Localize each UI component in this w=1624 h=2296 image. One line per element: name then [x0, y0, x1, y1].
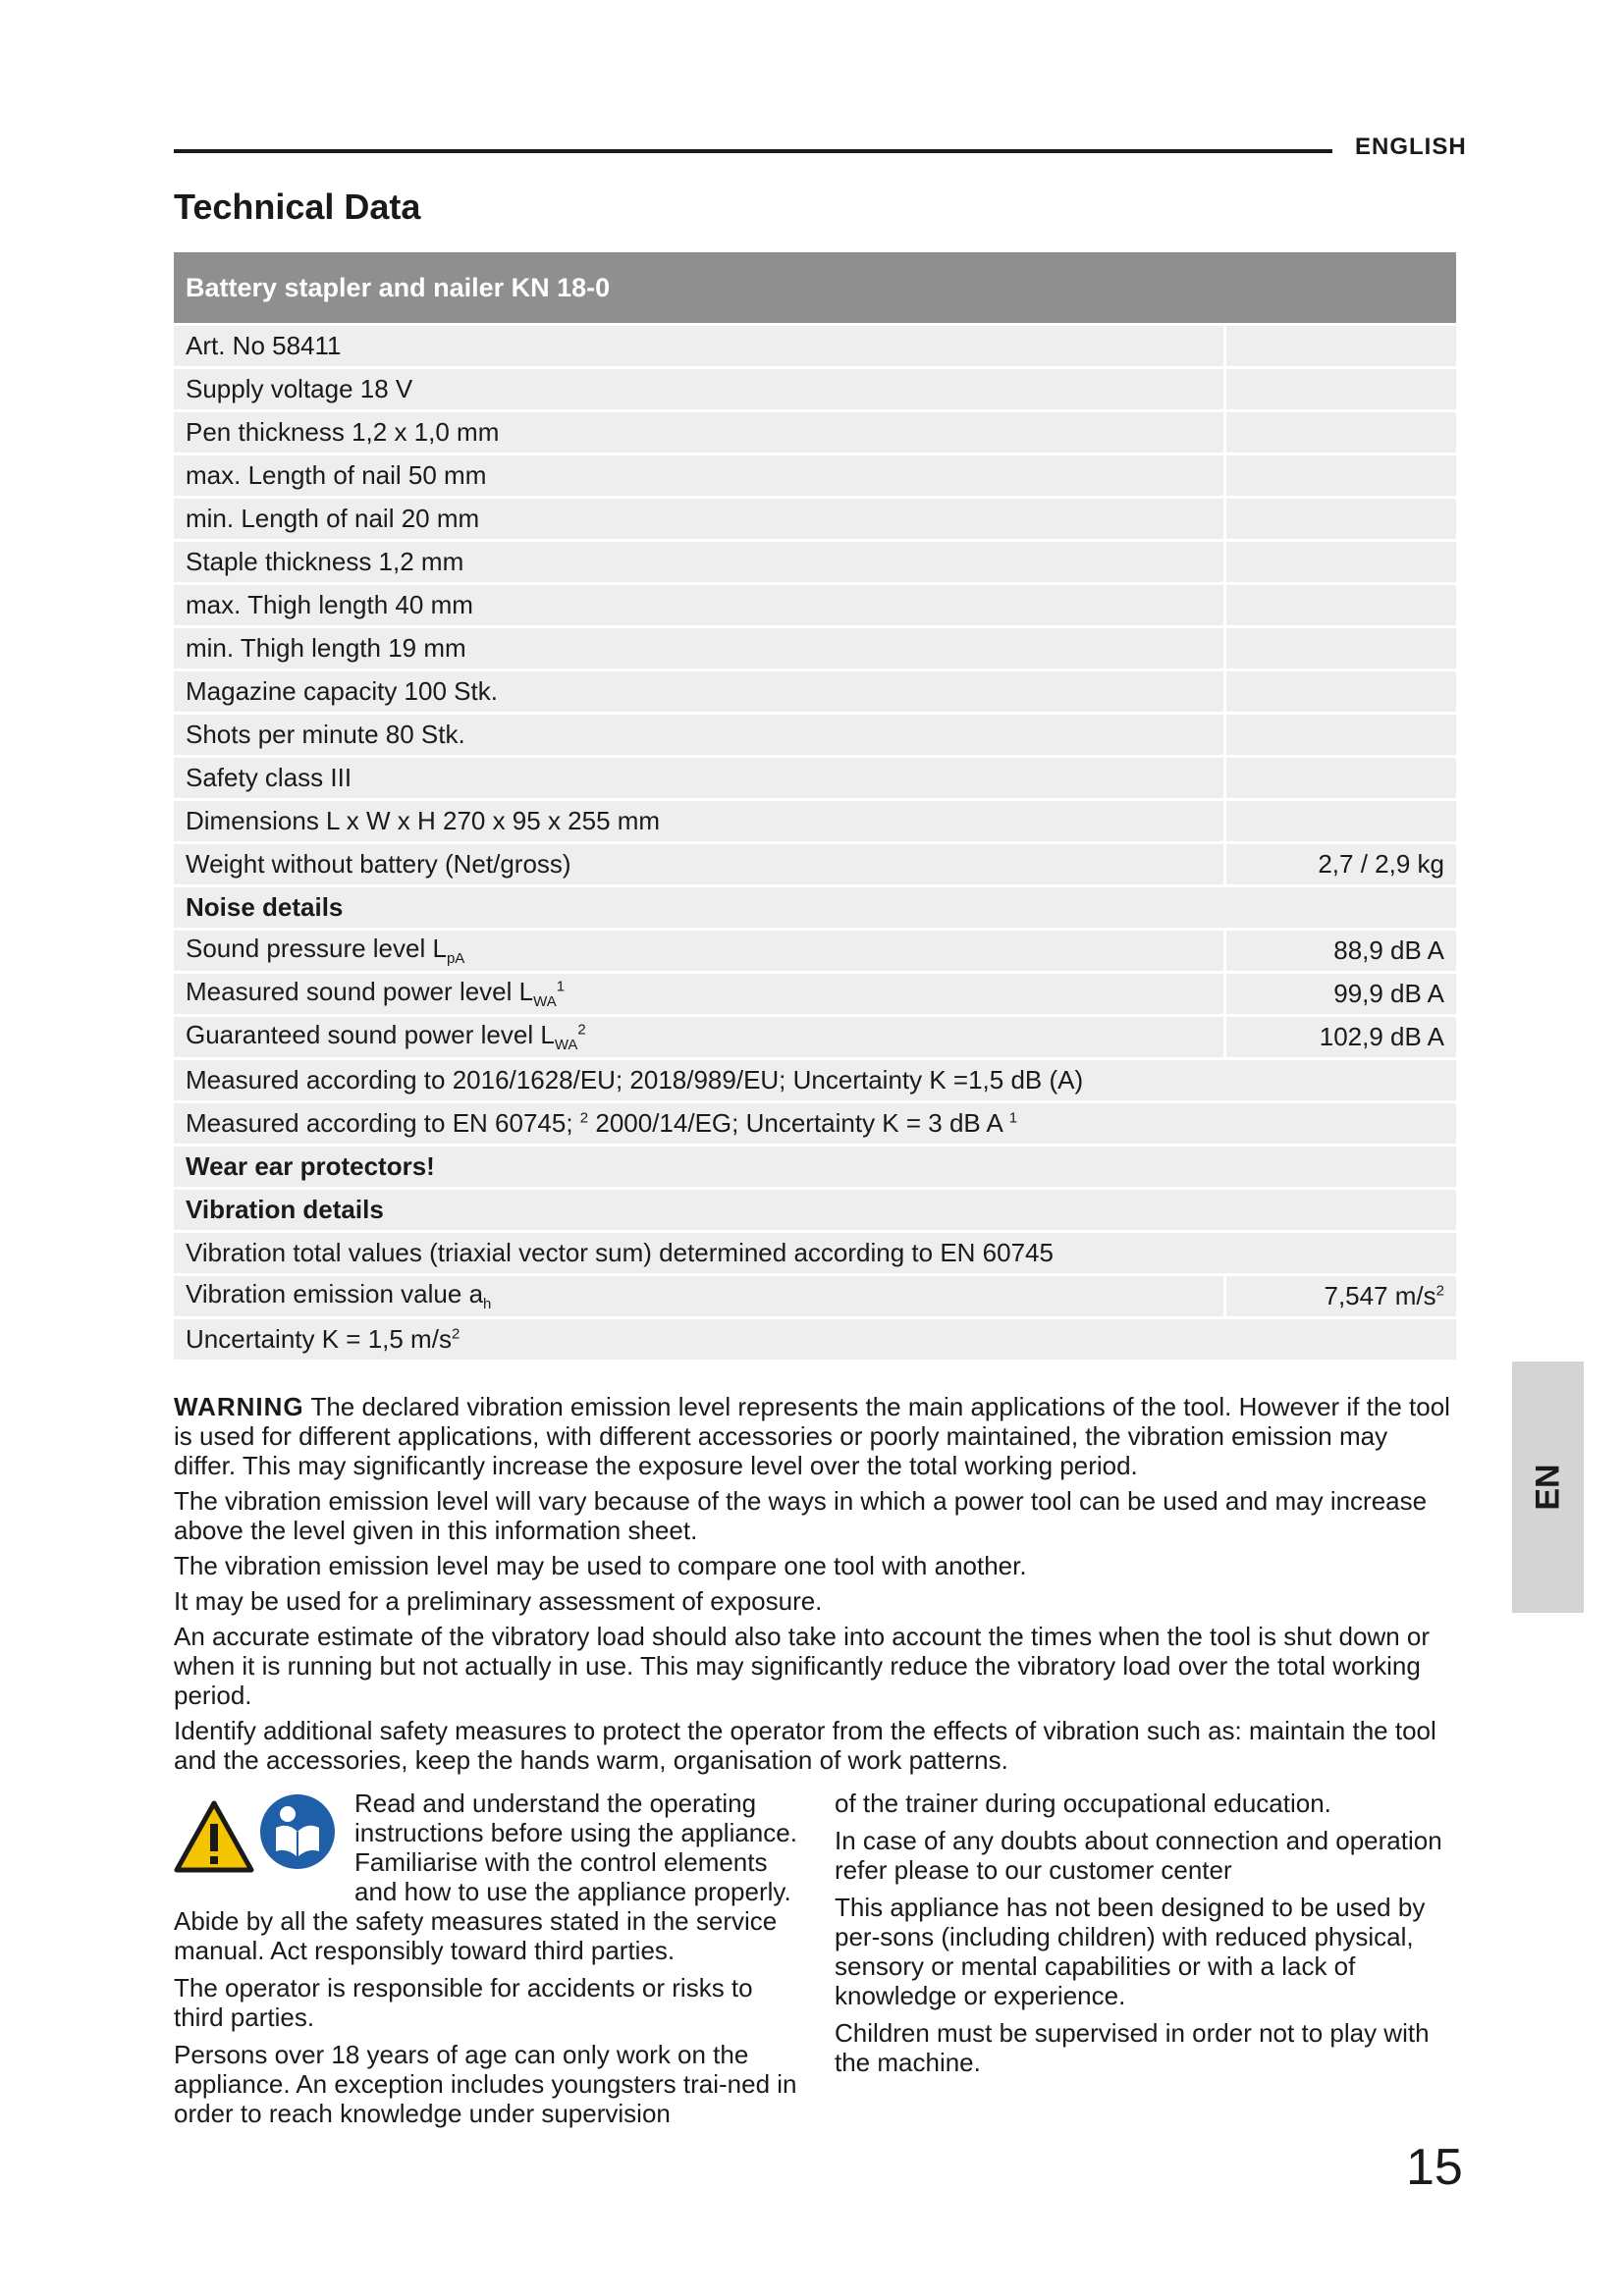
noise-label-cell: [174, 931, 1223, 974]
spec-value: 2,7 / 2,9 kg: [1223, 844, 1456, 887]
spec-label: Safety class III: [174, 758, 1223, 801]
noise-heading-row: [174, 887, 1456, 931]
safety-paragraph-1: Read and understand the operating instructions before using the appliance. Familiarise with the control elements and how to use the appliance properly. Abide by all the safety measures stated in the service manual. Act responsibly toward third parties.: [174, 1789, 797, 1965]
noise-label: Measured sound power level L: [186, 977, 534, 1007]
measured-row-2: [174, 1103, 1456, 1147]
table-heading: Battery stapler and nailer KN 18-0: [174, 252, 1456, 326]
uncertainty-superscript: 2: [451, 1325, 460, 1343]
measured-row-1: [174, 1060, 1456, 1103]
measured-note-1: Measured according to 2016/1628/EU; 2018/989/EU; Uncertainty K =1,5 dB (A): [174, 1060, 1456, 1103]
safety-right-column: [835, 1789, 1463, 2085]
noise-row: [174, 974, 1456, 1017]
spec-row: [174, 412, 1456, 455]
noise-value: 99,9 dB A: [1223, 974, 1456, 1017]
spec-value: [1223, 715, 1456, 758]
safety-left-column: [174, 1789, 802, 2136]
noise-label-cell: [174, 1017, 1223, 1060]
vibration-total-note: Vibration total values (triaxial vector sum) determined according to EN 60745: [174, 1233, 1456, 1276]
warning-paragraph-2: The vibration emission level will vary because of the ways in which a power tool can be used and may increase above the level given in this information sheet.: [174, 1486, 1428, 1545]
measured-note-2: [174, 1103, 1456, 1147]
noise-value: 102,9 dB A: [1223, 1017, 1456, 1060]
page-number: 15: [1406, 2139, 1463, 2196]
measured-note-2-a: Measured according to EN 60745;: [186, 1108, 580, 1138]
safety-paragraph-6: This appliance has not been designed to be used by per-sons (including children) with reduced physical, sensory or mental capabilities or with a lack of knowledge or experience.: [835, 1893, 1426, 2010]
spec-row: [174, 801, 1456, 844]
spec-row: [174, 671, 1456, 715]
spec-value: [1223, 499, 1456, 542]
warning-paragraph-3: The vibration emission level may be used to compare one tool with another.: [174, 1551, 1027, 1580]
safety-paragraph-2: The operator is responsible for accidents or risks to third parties.: [174, 1973, 753, 2032]
spec-label: Art. No 58411: [174, 326, 1223, 369]
vibration-total-row: [174, 1233, 1456, 1276]
language-side-tab: [1512, 1362, 1584, 1613]
spec-row: [174, 844, 1456, 887]
warning-paragraph-6: Identify additional safety measures to protect the operator from the effects of vibration such as: maintain the tool and the accessories, keep the hands warm, organisation of work patterns.: [174, 1716, 1436, 1775]
wear-protectors-row: [174, 1147, 1456, 1190]
spec-label: min. Thigh length 19 mm: [174, 628, 1223, 671]
measured-note-2-b: 2000/14/EG; Uncertainty K = 3 dB A: [588, 1108, 1009, 1138]
spec-label: Supply voltage 18 V: [174, 369, 1223, 412]
warning-paragraph: [174, 1392, 1450, 1480]
noise-row: [174, 931, 1456, 974]
spec-value: [1223, 455, 1456, 499]
noise-subscript: pA: [446, 950, 465, 968]
spec-value: [1223, 628, 1456, 671]
spec-label: max. Thigh length 40 mm: [174, 585, 1223, 628]
noise-superscript: 2: [577, 1021, 586, 1039]
spec-value: [1223, 585, 1456, 628]
technical-data-table: [174, 252, 1456, 1362]
vibration-emission-subscript: h: [483, 1296, 492, 1313]
vibration-emission-row: [174, 1276, 1456, 1319]
spec-label: Shots per minute 80 Stk.: [174, 715, 1223, 758]
noise-label: Sound pressure level L: [186, 934, 447, 964]
read-manual-icon: [258, 1792, 337, 1871]
noise-superscript: 1: [556, 978, 566, 995]
spec-label: Staple thickness 1,2 mm: [174, 542, 1223, 585]
vibration-emission-superscript: 2: [1435, 1282, 1444, 1300]
spec-value: [1223, 542, 1456, 585]
warning-triangle-icon: [174, 1800, 254, 1873]
vibration-emission-value-cell: [1223, 1276, 1456, 1319]
page-title: Technical Data: [174, 187, 421, 227]
measured-note-2-sup-b: 1: [1008, 1109, 1018, 1127]
vibration-emission-label-cell: [174, 1276, 1223, 1319]
safety-paragraph-7: Children must be supervised in order not to play with the machine.: [835, 2018, 1430, 2077]
spec-label: max. Length of nail 50 mm: [174, 455, 1223, 499]
side-tab-label: EN: [1529, 1464, 1566, 1511]
spec-row: [174, 585, 1456, 628]
measured-note-2-sup-a: 2: [579, 1109, 589, 1127]
wear-protectors-note: Wear ear protectors!: [174, 1147, 1456, 1190]
noise-subscript: WA: [533, 993, 557, 1011]
spec-row: [174, 326, 1456, 369]
vibration-emission-value: 7,547 m/s: [1324, 1281, 1436, 1310]
safety-paragraph-3: Persons over 18 years of age can only work on the appliance. An exception includes youngsters trai-ned in order to reach knowledge under supervision: [174, 2040, 797, 2128]
spec-value: [1223, 326, 1456, 369]
spec-row: [174, 542, 1456, 585]
noise-label-cell: [174, 974, 1223, 1017]
noise-label: Guaranteed sound power level L: [186, 1020, 555, 1050]
uncertainty-cell: [174, 1319, 1456, 1362]
vibration-heading-row: [174, 1190, 1456, 1233]
warning-paragraph-4: It may be used for a preliminary assessment of exposure.: [174, 1586, 823, 1616]
safety-icons: [174, 1792, 341, 1879]
header-rule: [174, 149, 1332, 153]
vibration-warning-block: [174, 1392, 1450, 1781]
spec-label: Weight without battery (Net/gross): [174, 844, 1223, 887]
spec-row: [174, 369, 1456, 412]
safety-paragraph-4: of the trainer during occupational education.: [835, 1789, 1331, 1818]
warning-word: WARNING: [174, 1392, 304, 1421]
vibration-emission-label: Vibration emission value a: [186, 1279, 484, 1309]
noise-heading: Noise details: [174, 887, 1456, 931]
noise-subscript: WA: [554, 1037, 578, 1054]
spec-row: [174, 628, 1456, 671]
spec-row: [174, 455, 1456, 499]
spec-value: [1223, 412, 1456, 455]
noise-row: [174, 1017, 1456, 1060]
warning-paragraph-5: An accurate estimate of the vibratory load should also take into account the times when the tool is shut down or when it is running but not actually in use. This may significantly reduce the vibratory load over the total working period.: [174, 1622, 1431, 1710]
noise-value: 88,9 dB A: [1223, 931, 1456, 974]
spec-value: [1223, 801, 1456, 844]
spec-label: Pen thickness 1,2 x 1,0 mm: [174, 412, 1223, 455]
spec-row: [174, 499, 1456, 542]
spec-value: [1223, 369, 1456, 412]
spec-row: [174, 758, 1456, 801]
language-label: ENGLISH: [1355, 133, 1467, 160]
spec-label: min. Length of nail 20 mm: [174, 499, 1223, 542]
safety-paragraph-5: In case of any doubts about connection and operation refer please to our customer center: [835, 1826, 1442, 1885]
table-heading-row: [174, 252, 1456, 326]
uncertainty-row: [174, 1319, 1456, 1362]
spec-value: [1223, 758, 1456, 801]
spec-value: [1223, 671, 1456, 715]
vibration-heading: Vibration details: [174, 1190, 1456, 1233]
spec-row: [174, 715, 1456, 758]
uncertainty-label: Uncertainty K = 1,5 m/s: [186, 1324, 452, 1354]
spec-label: Dimensions L x W x H 270 x 95 x 255 mm: [174, 801, 1223, 844]
spec-label: Magazine capacity 100 Stk.: [174, 671, 1223, 715]
warning-text: The declared vibration emission level represents the main applications of the tool. However if the tool is used for different applications, with different accessories or poorly maintained, the vibration emission may differ. This may significantly increase the exposure level over the total working period.: [174, 1392, 1450, 1480]
